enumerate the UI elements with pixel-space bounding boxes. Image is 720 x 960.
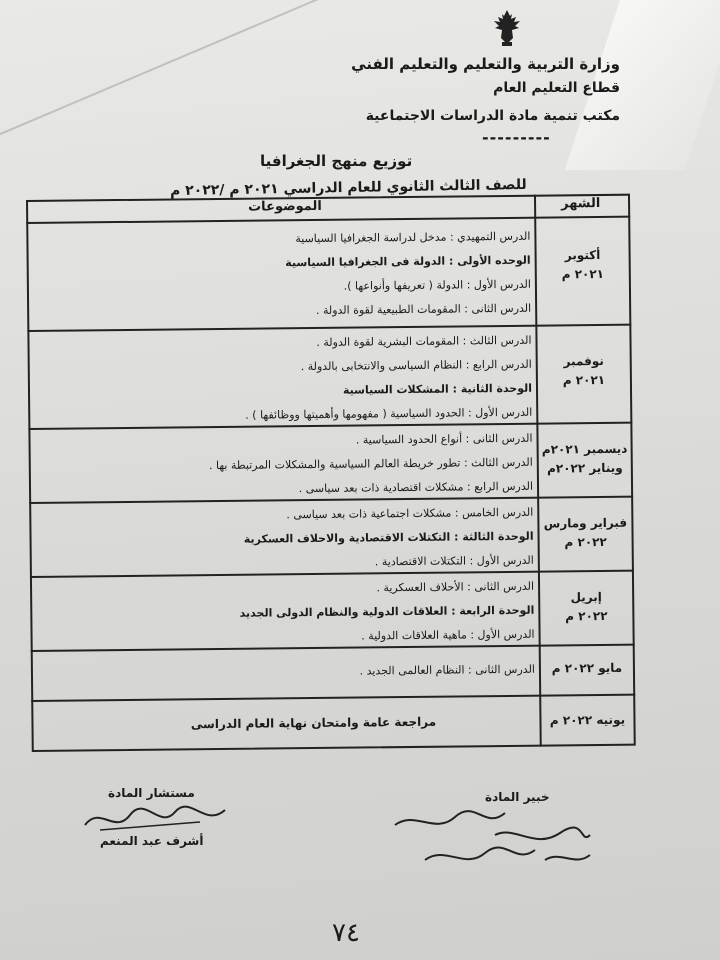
topics-cell [91,709,535,738]
month-cell: إبريل ٢٠٢٢ م [565,589,608,624]
topics-cell [91,658,535,687]
document-title: توزيع منهج الجغرافيا [260,152,413,170]
month-cell: مايو ٢٠٢٢ م [551,660,623,676]
header-dashes: --------- [482,128,551,147]
topic-line: الدرس الثالث : تطور خريطة العالم السياسية والمشكلات المرتبطة بها . [208,455,533,473]
unit-line: الوحدة الثانية : المشكلات السياسية [342,381,533,397]
topic-line: الدرس الرابع : النظام السياسى والانتخابى بالدولة . [300,357,532,374]
topic-line: الدرس الثالث : المقومات البشرية لقوة الدولة . [316,333,532,349]
topic-line: الدرس الأول : الحدود السياسية ( مفهومها وأهميتها ووظائفها ) . [245,405,533,422]
advisor-label: مستشار المادة [108,786,195,800]
topic-line: الدرس الرابع : مشكلات اقتصادية ذات بعد سياسى . [298,479,534,496]
month-cell: يونيه ٢٠٢٢ م [549,712,626,728]
month-cell: ديسمبر ٢٠٢١م ويناير ٢٠٢٢م [541,441,628,476]
office-name: مكتب تنمية مادة الدراسات الاجتماعية [365,108,620,124]
topic-line: الدرس الأول : التكتلات الاقتصادية . [374,553,534,569]
topic-line: الدرس الثانى : النظام العالمى الجديد . [359,662,536,678]
sector-name: قطاع التعليم العام [493,80,620,96]
topics-cell [88,427,533,504]
expert-signature-icon [385,805,595,875]
document-subtitle: للصف الثالث الثانوي للعام الدراسي ٢٠٢١ م /٢٠٢٢ م [169,176,527,200]
advisor-signature-icon [80,800,230,840]
page-number: ٧٤ [332,918,360,948]
unit-line: الوحدة الثالثة : التكتلات الاقتصادية والاحلاف العسكرية [243,529,534,546]
month-cell: نوفمبر ٢٠٢١ م [562,353,606,388]
eagle-emblem-icon [490,8,524,48]
advisor-name: أشرف عبد المنعم [100,834,204,848]
review-line: مراجعة عامة وامتحان نهاية العام الدراسى [190,714,437,732]
topics-cell [86,225,531,326]
curriculum-table [26,194,636,752]
unit-line: الوحدة الرابعة : العلاقات الدولية والنظام الدولى الجديد [239,603,535,620]
topic-line: الدرس الثانى : أنواع الحدود السياسية . [355,431,533,447]
month-column-header: الشهر [560,195,601,212]
topics-cell [90,575,535,652]
topics-cell [87,329,532,430]
topic-line: الدرس الأول : الدولة ( تعريفها وأنواعها ). [343,277,531,293]
ministry-name: وزارة التربية والتعليم والتعليم الفني [351,55,620,73]
topic-line: الدرس الخامس : مشكلات اجتماعية ذات بعد سياسى . [286,505,534,522]
unit-line: الوحده الأولى : الدولة فى الجغرافيا السياسية [285,253,531,270]
topic-line: الدرس التمهيدي : مدخل لدراسة الجغرافيا السياسية [295,229,531,246]
month-cell: فبراير ومارس ٢٠٢٢ م [543,515,628,550]
topic-line: الدرس الثانى : المقومات الطبيعية لقوة الدولة . [315,301,532,317]
month-cell: أكتوبر ٢٠٢١ م [561,247,605,282]
topic-line: الدرس الثانى : الأحلاف العسكرية . [376,579,535,595]
expert-label: خبير المادة [485,790,550,804]
topic-line: الدرس الأول : ماهية العلاقات الدولية . [361,627,535,643]
topics-column-header: الموضوعات [248,198,322,215]
topics-cell [89,501,534,578]
